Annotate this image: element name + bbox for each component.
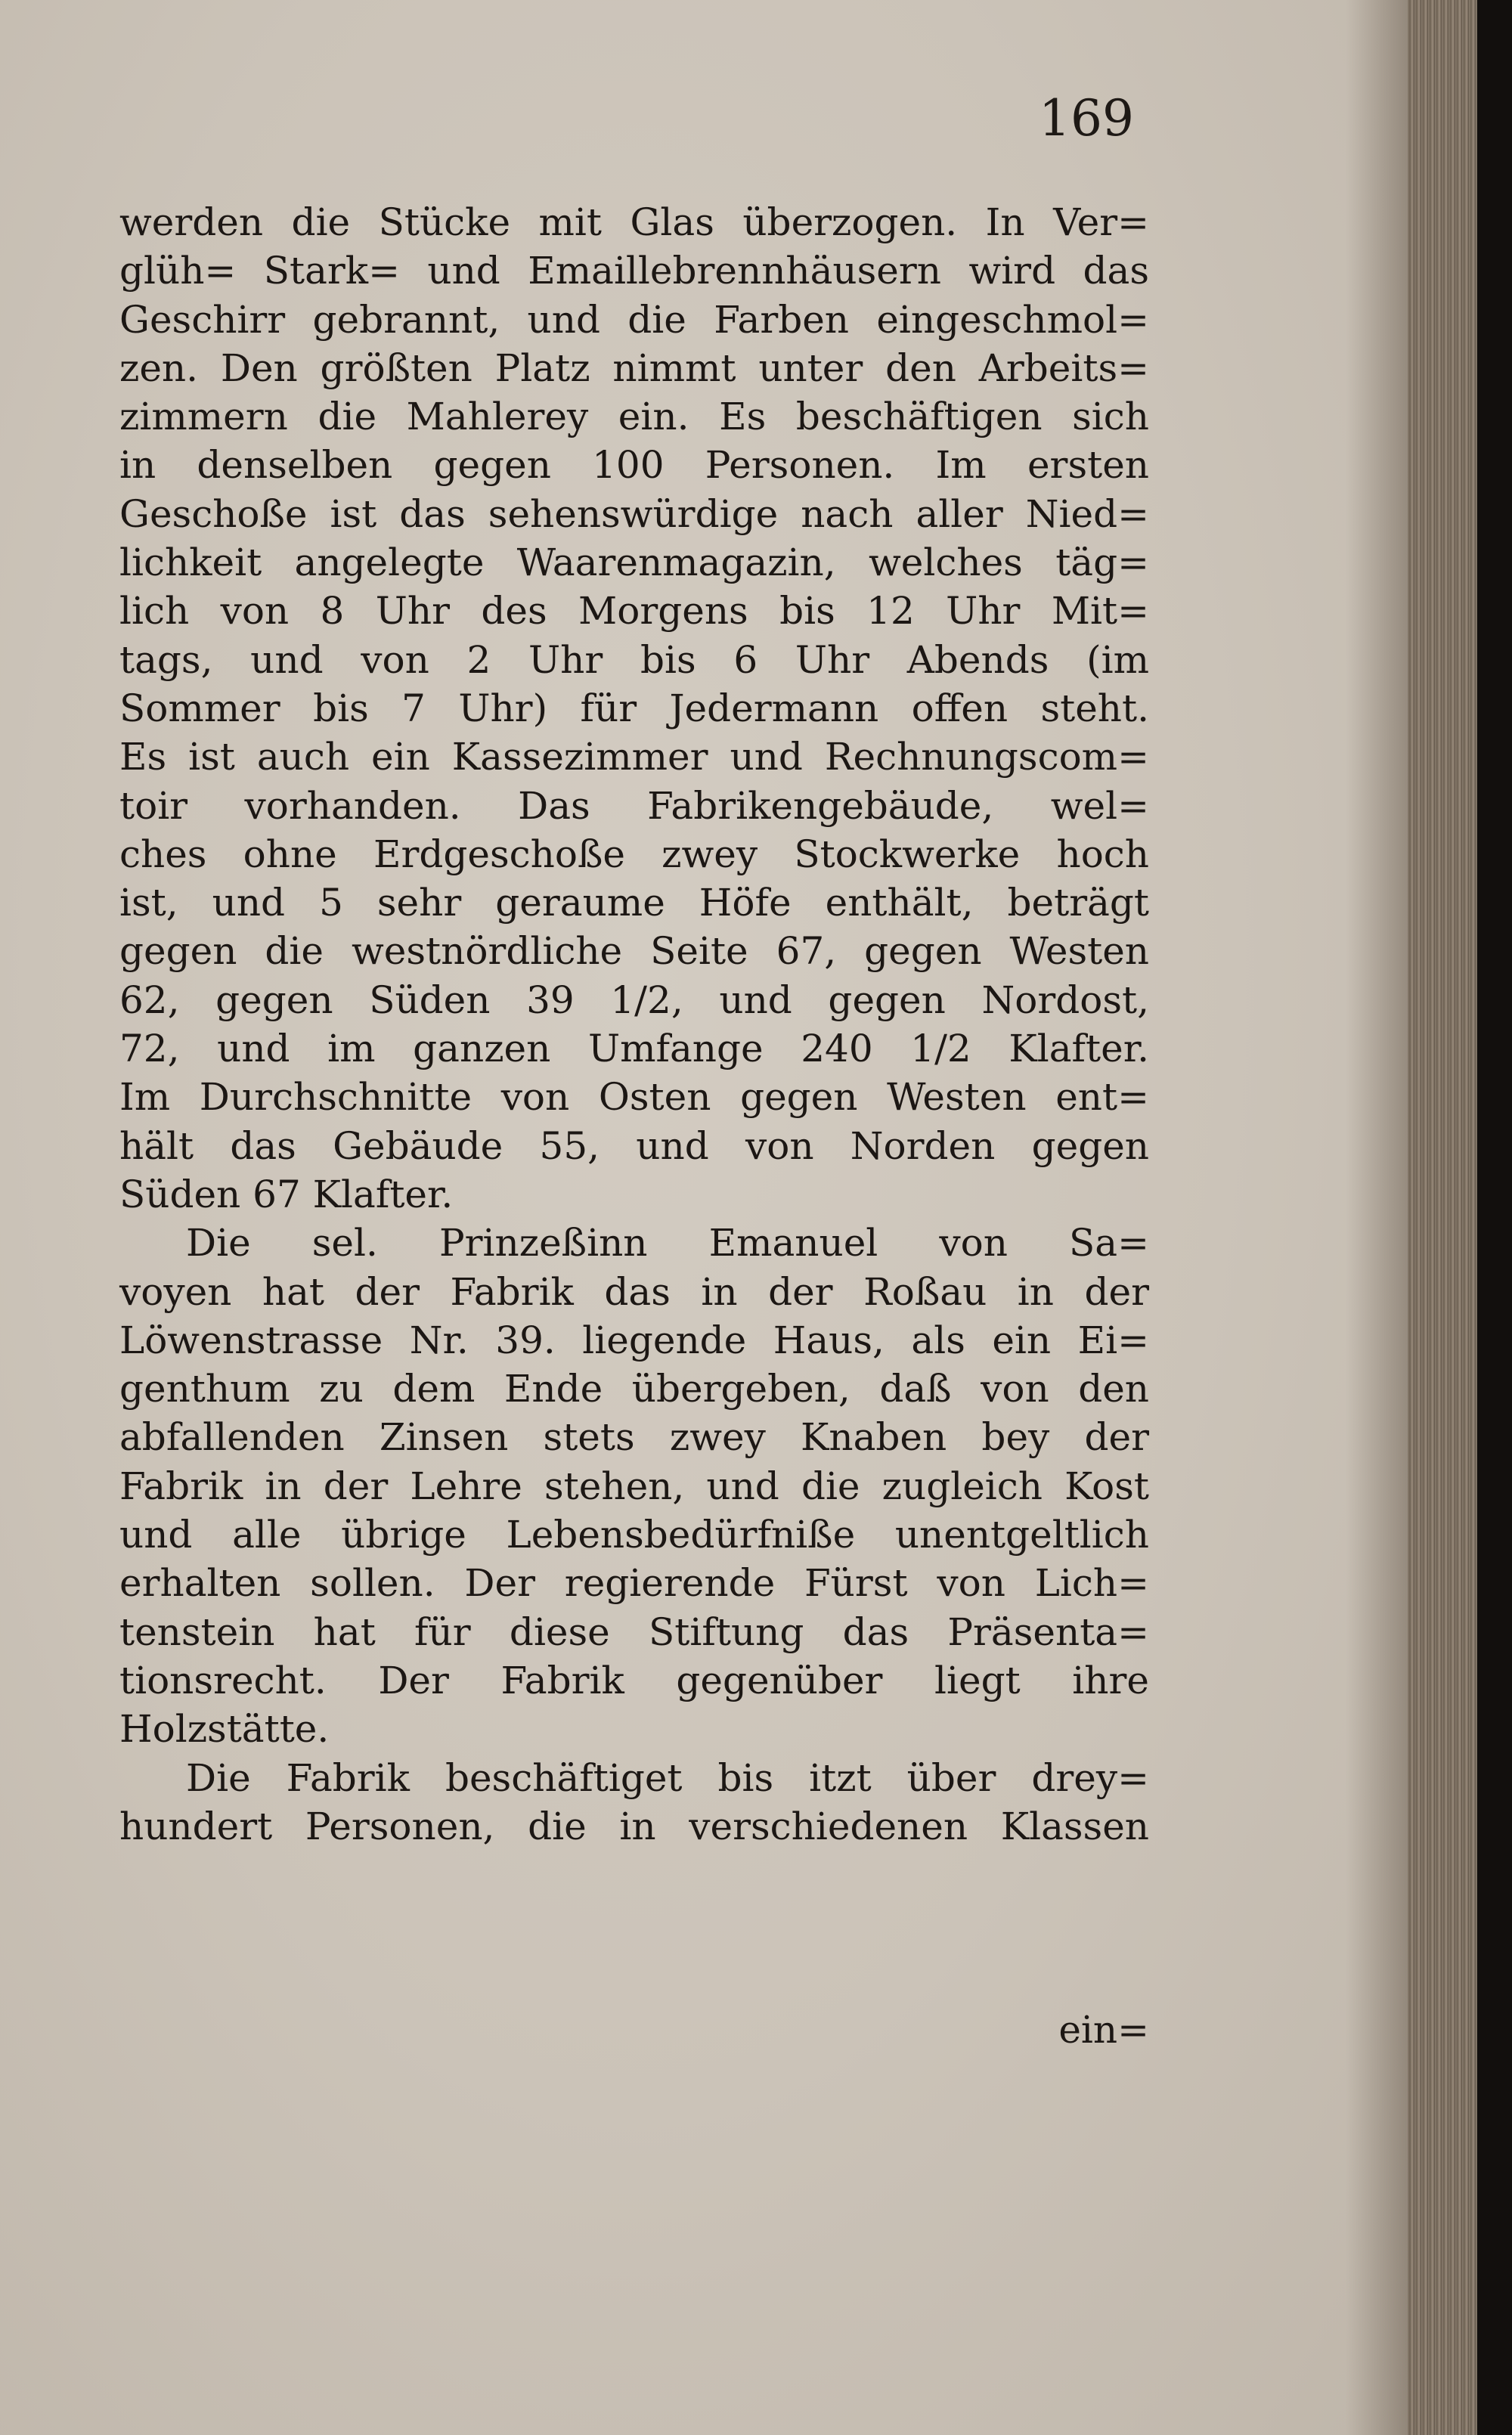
text-line: ches ohne Erdgeschoße zwey Stockwerke hoch [119, 832, 1149, 876]
text-line: abfallenden Zinsen stets zwey Knaben bey der [119, 1415, 1149, 1460]
text-line: Süden 67 Klafter. [119, 1172, 454, 1216]
page-shadow [1346, 0, 1408, 2435]
text-line: in denselben gegen 100 Personen. Im ersten [119, 443, 1149, 488]
text-line: erhalten sollen. Der regierende Fürst von Lich= [119, 1561, 1149, 1606]
text-line: genthum zu dem Ende übergeben, daß von den [119, 1367, 1149, 1411]
page-number: 169 [1039, 89, 1134, 147]
text-line: voyen hat der Fabrik das in der Roßau in der [119, 1269, 1149, 1314]
text-line: Geschirr gebrannt, und die Farben eingeschmol= [119, 297, 1149, 342]
text-line: zimmern die Mahlerey ein. Es beschäftigen sich [119, 395, 1149, 439]
text-line: tags, und von 2 Uhr bis 6 Uhr Abends (im [119, 637, 1149, 682]
text-line: gegen die westnördliche Seite 67, gegen Westen [119, 929, 1149, 974]
text-line: Fabrik in der Lehre stehen, und die zugleich Kost [119, 1464, 1149, 1508]
text-line: Die sel. Prinzeßinn Emanuel von Sa= [186, 1221, 1149, 1266]
text-line: glüh= Stark= und Emaillebrennhäusern wird das [119, 249, 1149, 293]
text-line: ist, und 5 sehr geraume Höfe enthält, beträgt [119, 881, 1149, 925]
text-line: Holzstätte. [119, 1707, 330, 1752]
text-line: Es ist auch ein Kassezimmer und Rechnungscom= [119, 735, 1149, 779]
text-line: und alle übrige Lebensbedürfniße unentgeltlich [119, 1513, 1149, 1557]
book-page-edges [1408, 0, 1512, 2435]
body-text [119, 198, 1149, 1851]
text-line: hundert Personen, die in verschiedenen Klassen [119, 1804, 1149, 1848]
text-line: hält das Gebäude 55, und von Norden gegen [119, 1123, 1149, 1168]
text-line: werden die Stücke mit Glas überzogen. In Ver= [119, 200, 1149, 244]
text-line: Im Durchschnitte von Osten gegen Westen ent= [119, 1075, 1149, 1120]
catchword: ein= [1058, 2008, 1149, 2052]
text-line: 62, gegen Süden 39 1/2, und gegen Nordost, [119, 977, 1149, 1022]
text-line: zen. Den größten Platz nimmt unter den Arbeits= [119, 345, 1149, 390]
text-line: Sommer bis 7 Uhr) für Jedermann offen steht. [119, 686, 1149, 730]
text-line: lich von 8 Uhr des Morgens bis 12 Uhr Mit= [119, 589, 1149, 634]
text-line: 72, und im ganzen Umfange 240 1/2 Klafter. [119, 1027, 1149, 1071]
text-line: tenstein hat für diese Stiftung das Präsenta= [119, 1609, 1149, 1654]
text-line: Löwenstrasse Nr. 39. liegende Haus, als ein Ei= [119, 1318, 1149, 1362]
text-line: lichkeit angelegte Waarenmagazin, welches täg= [119, 541, 1149, 585]
text-line: tionsrecht. Der Fabrik gegenüber liegt ihre [119, 1658, 1149, 1702]
text-line: Die Fabrik beschäftiget bis itzt über drey= [186, 1755, 1149, 1800]
text-line: toir vorhanden. Das Fabrikengebäude, wel= [119, 783, 1149, 828]
text-line: Geschoße ist das sehenswürdige nach aller Nied= [119, 491, 1149, 536]
